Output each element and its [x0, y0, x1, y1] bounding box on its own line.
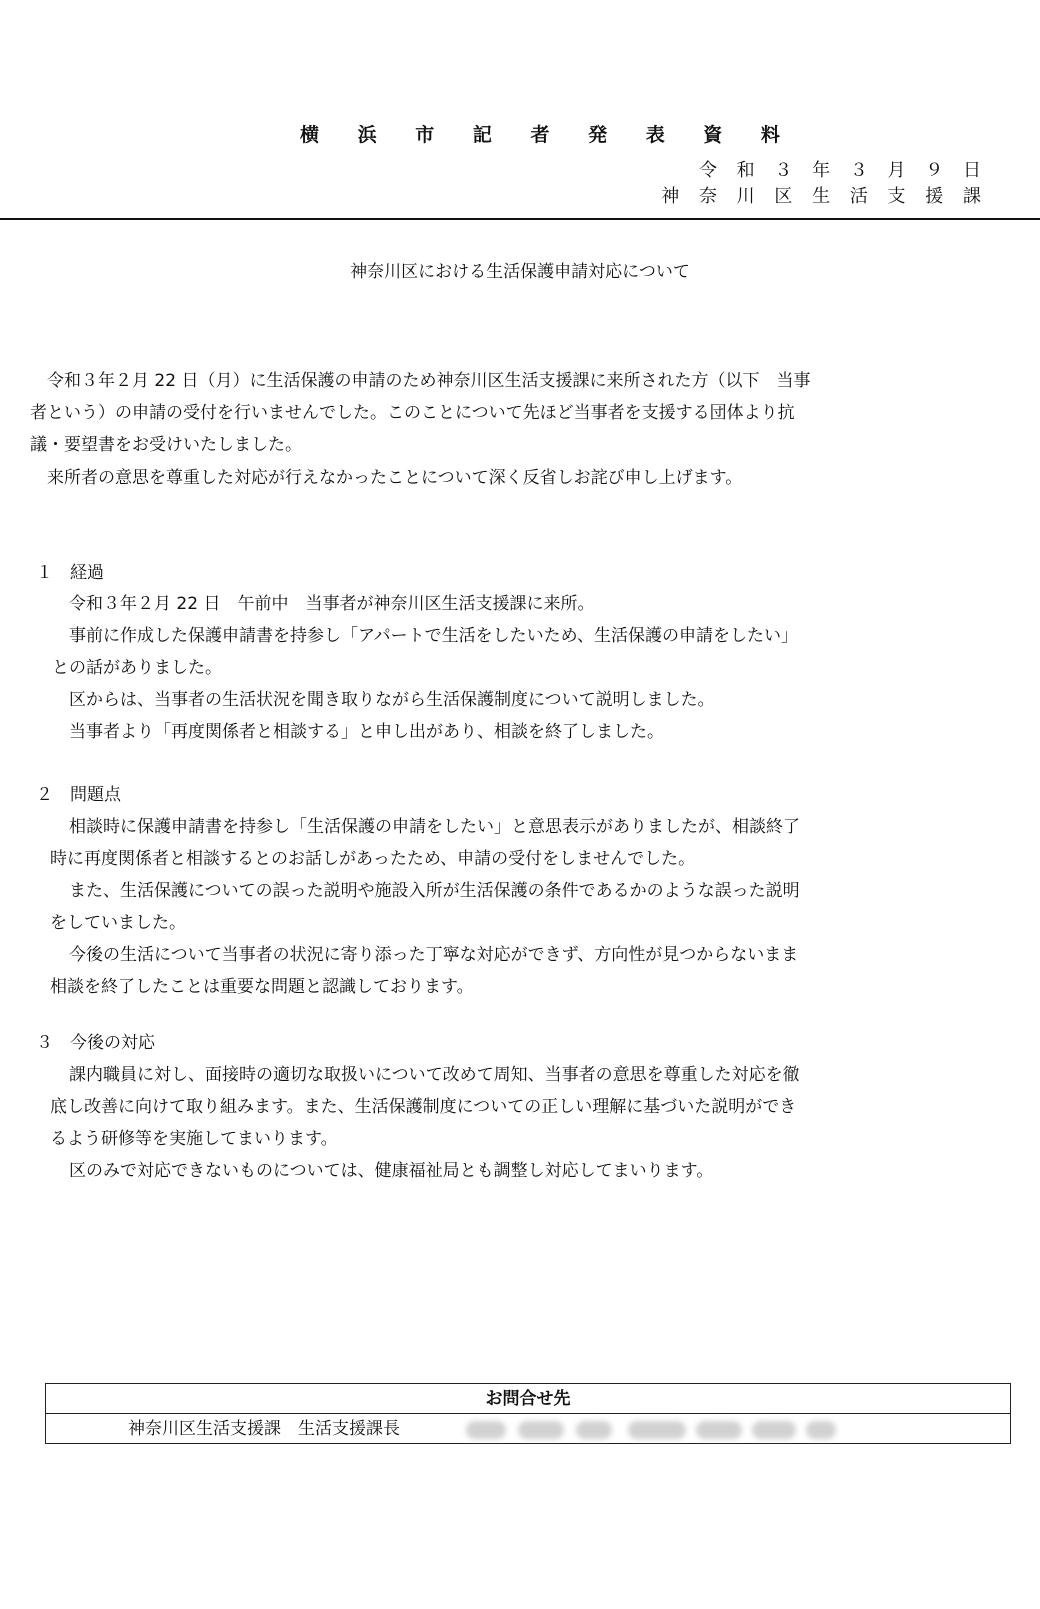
- section-2-line: をしていました。: [50, 913, 186, 933]
- intro-line-1: 令和３年２月 22 日（月）に生活保護の申請のため神奈川区生活支援課に来所された方（以下 当事: [30, 371, 811, 391]
- section-2-heading: [36, 782, 121, 808]
- intro-line-3: 議・要望書をお受けいたしました。: [30, 435, 302, 455]
- section-3-line: るよう研修等を実施してまいります。: [50, 1129, 338, 1149]
- contact-box: [45, 1383, 1011, 1444]
- redacted-contact-info: [466, 1421, 846, 1439]
- intro-line-4: 来所者の意思を尊重した対応が行えなかったことについて深く反省しお詫び申し上げます。: [30, 468, 743, 488]
- section-1-line: 事前に作成した保護申請書を持参し「アパートで生活をしたいため、生活保護の申請をしたい」: [69, 626, 798, 646]
- press-release-heading: 横 浜 市 記 者 発 表 資 料: [300, 124, 796, 146]
- section-2-line: 時に再度関係者と相談するとのお話しがあったため、申請の受付をしませんでした。: [50, 849, 696, 869]
- section-2-title: 問題点: [70, 785, 121, 805]
- contact-heading: お問合せ先: [46, 1384, 1010, 1414]
- section-3-heading: [36, 1030, 155, 1056]
- section-2-line: 今後の生活について当事者の状況に寄り添った丁寧な対応ができず、方向性が見つからないまま: [69, 945, 799, 965]
- header-divider: [0, 218, 1040, 220]
- section-3-line: 区のみで対応できないものについては、健康福祉局とも調整し対応してまいります。: [69, 1161, 714, 1181]
- section-3-line: 課内職員に対し、面接時の適切な取扱いについて改めて周知、当事者の意思を尊重した対応を徹: [69, 1065, 800, 1085]
- section-2-line: 相談時に保護申請書を持参し「生活保護の申請をしたい」と意思表示がありましたが、相談終了: [69, 817, 800, 837]
- section-3-title: 今後の対応: [70, 1033, 155, 1053]
- section-2-line: 相談を終了したことは重要な問題と認識しております。: [50, 977, 474, 997]
- section-2-line: また、生活保護についての誤った説明や施設入所が生活保護の条件であるかのような誤った説明: [69, 881, 800, 901]
- section-2-number: ２: [36, 785, 53, 805]
- section-1-title: 経過: [70, 563, 104, 583]
- section-1-line: 区からは、当事者の生活状況を聞き取りながら生活保護制度について説明しました。: [69, 690, 715, 710]
- section-3-line: 底し改善に向けて取り組みます。また、生活保護制度についての正しい理解に基づいた説明ができ: [50, 1097, 797, 1117]
- section-1-line: との話がありました。: [52, 658, 222, 678]
- section-1-number: １: [36, 563, 53, 583]
- section-1-heading: [36, 560, 104, 586]
- section-3-number: ３: [36, 1033, 53, 1053]
- section-1-line: 当事者より「再度関係者と相談する」と申し出があり、相談を終了しました。: [69, 722, 664, 742]
- contact-person: 神奈川区生活支援課 生活支援課長: [128, 1419, 400, 1439]
- document-title: 神奈川区における生活保護申請対応について: [350, 262, 690, 282]
- section-1-line: 令和３年２月 22 日 午前中 当事者が神奈川区生活支援課に来所。: [69, 594, 595, 614]
- issuing-department: 神 奈 川 区 生 活 支 援 課: [661, 186, 988, 207]
- intro-line-2: 者という）の申請の受付を行いませんでした。このことについて先ほど当事者を支援する団体より抗: [30, 403, 795, 423]
- release-date: 令 和 ３ 年 ３ 月 ９ 日: [698, 160, 988, 181]
